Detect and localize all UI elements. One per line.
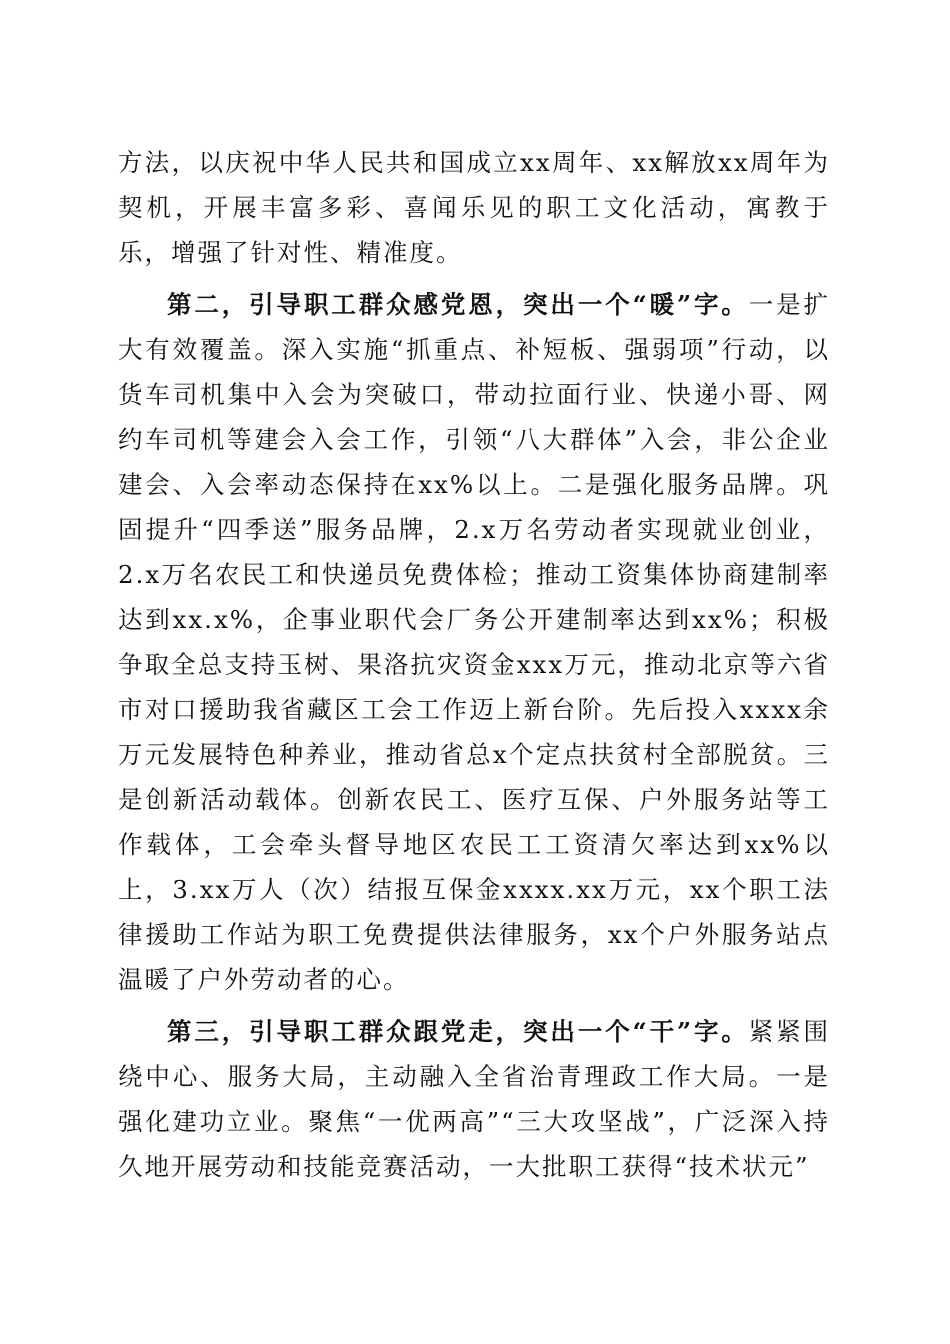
paragraph-3-text: 紧紧围绕中心、服务大局，主动融入全省治青理政工作大局。一是强化建功立业。聚焦“一优两高”“三大攻坚战”，广泛深入持久地开展劳动和技能竞赛活动，一大批职工获得“技术状元” <box>118 1017 830 1181</box>
paragraph-3 <box>118 1009 830 1189</box>
paragraph-2-text: 一是扩大有效覆盖。深入实施“抓重点、补短板、强弱项”行动，以货车司机集中入会为突破口，带动拉面行业、快递小哥、网约车司机等建会入会工作，引领“八大群体”入会，非公企业建会、入会率动态保持在xx%以上。二是强化服务品牌。巩固提升“四季送”服务品牌，2.x万名劳动者实现就业创业，2.x万名农民工和快递员免费体检；推动工资集体协商建制率达到xx.x%，企事业职代会厂务公开建制率达到xx%；积极争取全总支持玉树、果洛抗灾资金xxx万元，推动北京等六省市对口援助我省藏区工会工作迈上新台阶。先后投入xxxx余万元发展特色种养业，推动省总x个定点扶贫村全部脱贫。三是创新活动载体。创新农民工、医疗互保、户外服务站等工作载体，工会牵头督导地区农民工工资清欠率达到xx%以上，3.xx万人（次）结报互保金xxxx.xx万元，xx个职工法律援助工作站为职工免费提供法律服务，xx个户外服务站点温暖了户外劳动者的心。 <box>118 290 830 994</box>
document-body <box>118 140 830 1196</box>
paragraph-2-lead: 第二，引导职工群众感党恩，突出一个“暖”字。 <box>167 290 749 319</box>
paragraph-1 <box>118 140 830 275</box>
paragraph-2 <box>118 282 830 1002</box>
paragraph-1-text: 方法，以庆祝中华人民共和国成立xx周年、xx解放xx周年为契机，开展丰富多彩、喜闻乐见的职工文化活动，寓教于乐，增强了针对性、精准度。 <box>118 148 830 267</box>
paragraph-3-lead: 第三，引导职工群众跟党走，突出一个“干”字。 <box>167 1017 749 1046</box>
